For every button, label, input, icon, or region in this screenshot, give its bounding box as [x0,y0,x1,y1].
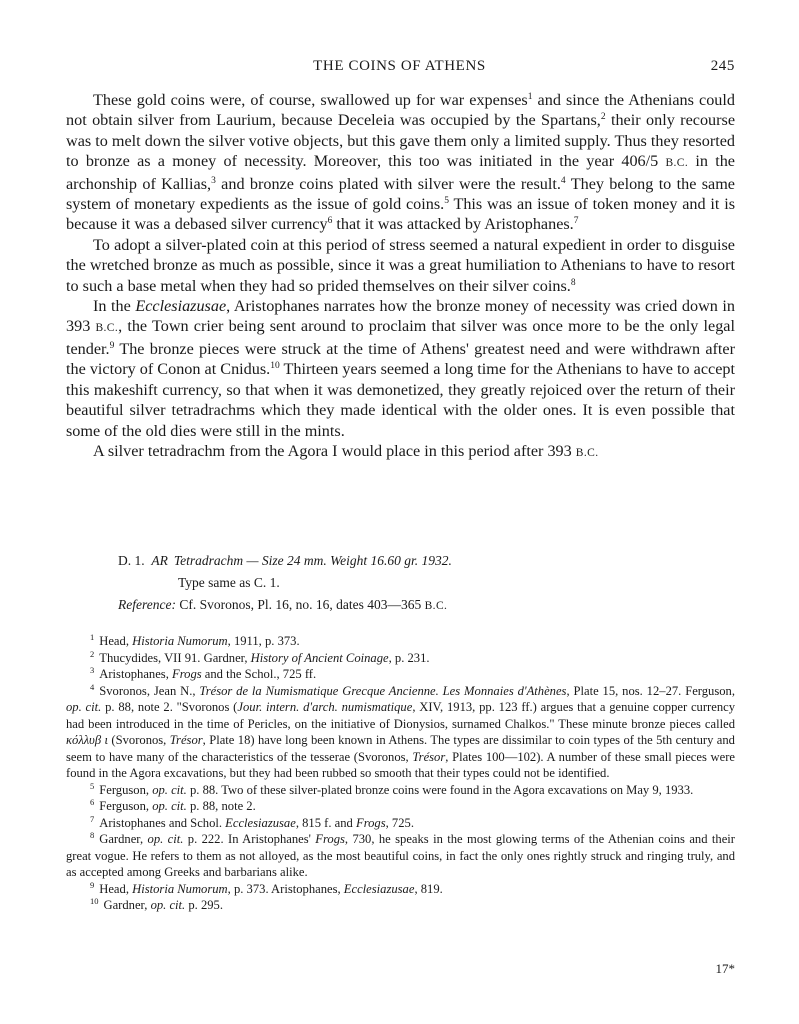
footnotes [66,633,735,914]
paragraph-3: In the Ecclesiazusae, Aristophanes narrates how the bronze money of necessity was cried down in 393 B.C., the Town crier being sent around to proclaim that silver was once more to be the only legal tender.$^9$ The bronze pieces were struck at the time of Athens' greatest need and were withdrawn after the victory of Conon at Cnidus.$^{10}$ Thirteen years seemed a long time for the Athenians to have to accept this makeshift currency, so that when it was demonetized, they greatly rejoiced over the return of their beautiful silver tetradrachms which they made identical with the older ones. It is even possible that some of the old dies were still in the mints. [66,297,735,440]
footnote-2: $^2$ Thucydides, VII 91. Gardner, History of Ancient Coinage, p. 231. [90,648,430,665]
catalog-entry [118,550,738,617]
footnote-ref-9[interactable]: 9 [109,340,115,351]
catalog-entry-header [118,550,738,572]
catalog-description: Tetradrachm — Size 24 mm. Weight 16.60 gr. 1932. [173,553,452,568]
signature-mark: 17* [715,961,735,976]
footnote-3: $^3$ Aristophanes, Frogs and the Schol., 725 ff. [90,665,317,681]
catalog-reference: Reference: Cf. Svoronos, Pl. 16, no. 16, dates 403—365 B.C. [118,597,448,612]
catalog-entry-id: D. 1. [118,553,145,568]
footnote-ref-3[interactable]: 3 [211,175,216,186]
footnote-ref-7[interactable]: 7 [573,216,579,227]
running-title: THE COINS OF ATHENS [313,58,486,74]
footnote-10: $^{10}$ Gardner, op. cit. p. 295. [90,896,223,912]
running-head [0,58,799,78]
body-text [66,90,735,463]
footnote-8: $^8$ Gardner, op. cit. p. 222. In Aristophanes' Frogs, 730, he speaks in the most glowing terms of the Athenian coins and their great vogue. He refers to them as not alloyed, as the most beautiful coins, in fact the only ones rightly struck and ringing truly, and as accepted among Greeks and barbarians alike. [66,830,735,879]
footnote-1: $^1$ Head, Historia Numorum, 1911, p. 373. [90,632,300,648]
footnote-9: $^9$ Head, Historia Numorum, p. 373. Aristophanes, Ecclesiazusae, 819. [90,879,443,896]
paragraph-2: To adopt a silver-plated coin at this period of stress seemed a natural expedient in order to disguise the wretched bronze as much as possible, since it was a great humiliation to Athenians to have to resort to such a base metal when they had so prided themselves on their silver coins.$^8$ [66,235,735,295]
footnote-6: $^6$ Ferguson, op. cit. p. 88, note 2. [90,797,256,813]
metal-symbol: AR [151,553,168,568]
catalog-type-note: Type same as C. 1. [178,575,280,590]
page-number: 245 [710,58,735,74]
footnote-5: $^5$ Ferguson, op. cit. p. 88. Two of these silver-plated bronze coins were found in the Agora excavations on May 9, 1933. [90,780,694,797]
footnote-ref-5[interactable]: 5 [444,196,449,207]
footnote-ref-10[interactable]: 10 [270,361,280,372]
footnote-7: $^7$ Aristophanes and Schol. Ecclesiazusae, 815 f. and Frogs, 725. [90,813,414,830]
paragraph-4: A silver tetradrachm from the Agora I would place in this period after 393 B.C. [93,441,599,460]
footnote-ref-4[interactable]: 4 [560,175,566,186]
paragraph-1: These gold coins were, of course, swallowed up for war expenses$^1$ and since the Athenians could not obtain silver from Laurium, because Deceleia was occupied by the Spartans,$^2$ their only recourse was to melt down the silver votive objects, but this gave them only a limited supply. Thus they resorted to bronze as a money of necessity. Moreover, this too was initiated in the year 406/5 B.C. in the archonship of Kallias,$^3$ and bronze coins plated with silver were the result.$^4$ They belong to the same system of monetary expedients as the issue of gold coins.$^5$ This was an issue of token money and it is because it was a debased silver currency$^6$ that it was attacked by Aristophanes.$^7$ [66,91,736,234]
footnote-4: $^4$ Svoronos, Jean N., Trésor de la Numismatique Grecque Ancienne. Les Monnaies d'Athènes, Plate 15, nos. 12–27. Ferguson, op. cit. p. 88, note 2. "Svoronos (Jour. intern. d'arch. numismatique, XIV, 1913, pp. 123 ff.) argues that a genuine copper currency had been introduced in the time of Pericles, on the initiative of Dionysios, surnamed Chalkos." These minute bronze pieces called κόλλυβ ι (Svoronos, Trésor, Plate 18) have long been known in Athens. The types are dissimilar to coin types of the 5th century and seem to have many of the characteristics of the tesserae (Svoronos, Trésor, Plates 100—102). A number of these small pieces were found in the Agora excavations, but they had been rubbed so smooth that their types could not be identified. [66,681,736,780]
footnote-ref-2[interactable]: 2 [600,112,606,123]
reference-label: Reference: [118,597,176,612]
footnote-ref-1[interactable]: 1 [527,92,533,102]
footnote-ref-6[interactable]: 6 [327,216,333,227]
footnote-ref-8[interactable]: 8 [570,277,576,288]
